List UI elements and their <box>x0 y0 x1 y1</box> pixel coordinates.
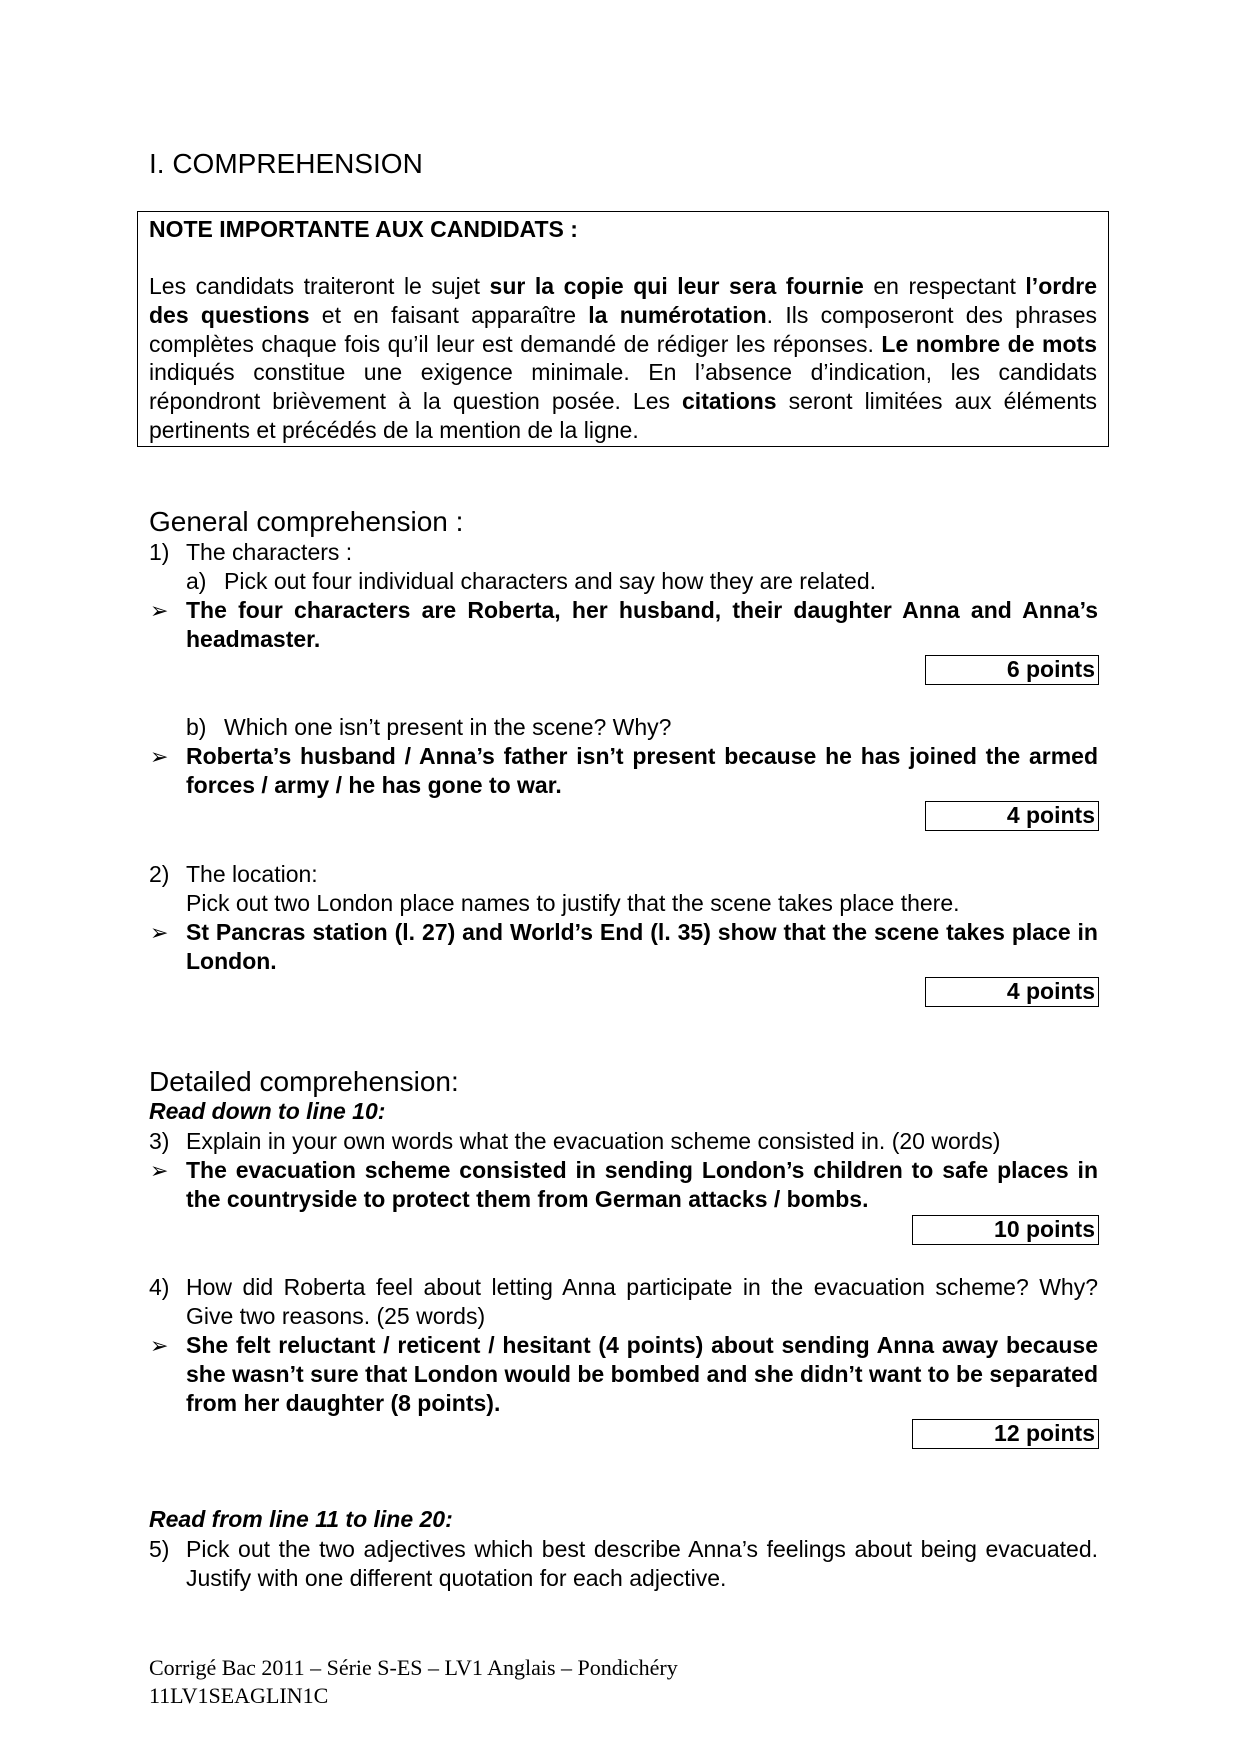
question-text: Pick out two London place names to justify that the scene takes place there. <box>186 890 960 916</box>
note-part: en respectant <box>863 273 1026 299</box>
section-detailed-heading: Detailed comprehension: <box>149 1066 459 1097</box>
question-text: How did Roberta feel about letting Anna participate in the evacuation scheme? Why? Give two reasons. (25 words) <box>186 1274 1098 1329</box>
subquestion-text: Pick out four individual characters and say how they are related. <box>224 568 877 594</box>
arrow-bullet-icon: ➢ <box>150 744 169 769</box>
question-text: The characters : <box>186 539 353 565</box>
question-number: 3) <box>149 1128 170 1154</box>
note-part: Les candidats traiteront le sujet <box>149 273 490 299</box>
arrow-bullet-icon: ➢ <box>150 1333 169 1358</box>
section-general-heading: General comprehension : <box>149 506 464 537</box>
question-number: 5) <box>149 1536 170 1562</box>
answer-text: St Pancras station (l. 27) and World’s End (l. 35) show that the scene takes place in London. <box>186 919 1098 974</box>
points-box: 10 points <box>912 1215 1099 1245</box>
subquestion-label: b) <box>186 714 207 740</box>
arrow-bullet-icon: ➢ <box>150 920 169 945</box>
question-number: 2) <box>149 861 170 887</box>
note-bold: l’ordre des questions <box>149 273 1097 328</box>
subquestion-text: Which one isn’t present in the scene? Why? <box>224 714 672 740</box>
points-box: 6 points <box>925 655 1099 685</box>
note-part: . Ils composeront des phrases complètes chaque fois qu’il leur est demandé de rédiger les réponses. <box>149 301 1097 357</box>
answer-text: Roberta’s husband / Anna’s father isn’t present because he has joined the armed forces / army / he has gone to war. <box>186 743 1098 798</box>
footer-line: Corrigé Bac 2011 – Série S-ES – LV1 Anglais – Pondichéry <box>149 1655 678 1680</box>
note-bold: sur la copie qui leur sera fournie <box>489 273 864 299</box>
footer-code: 11LV1SEAGLIN1C <box>149 1683 329 1708</box>
question-text: Explain in your own words what the evacuation scheme consisted in. (20 words) <box>186 1128 1001 1154</box>
arrow-bullet-icon: ➢ <box>150 1158 169 1183</box>
question-number: 1) <box>149 539 170 565</box>
note-text <box>149 272 1097 445</box>
subquestion-label: a) <box>186 568 207 594</box>
note-bold: la numérotation <box>588 301 767 328</box>
read-instruction: Read down to line 10: <box>149 1098 386 1124</box>
answer-text: The four characters are Roberta, her husband, their daughter Anna and Anna’s headmaster. <box>186 597 1098 652</box>
points-box: 4 points <box>925 977 1099 1007</box>
question-text: Pick out the two adjectives which best describe Anna’s feelings about being evacuated. Justify with one different quotation for each adjective. <box>186 1536 1098 1591</box>
note-bold: Le nombre de mots <box>881 330 1097 357</box>
note-bold: citations <box>682 388 777 415</box>
note-part: indiqués constitue une exigence minimale. En l’absence d’indication, les candidats répondront brièvement à la question posée. Les <box>149 359 1097 415</box>
answer-text: She felt reluctant / reticent / hesitant (4 points) about sending Anna away because she wasn’t sure that London would be bombed and she didn’t want to be separated from her daughter (8 points). <box>186 1332 1098 1416</box>
page-title: I. COMPREHENSION <box>149 148 423 179</box>
read-instruction: Read from line 11 to line 20: <box>149 1506 453 1532</box>
arrow-bullet-icon: ➢ <box>150 598 169 623</box>
question-number: 4) <box>149 1274 170 1300</box>
note-heading: NOTE IMPORTANTE AUX CANDIDATS : <box>149 216 578 242</box>
note-part: et en faisant apparaître <box>309 301 589 328</box>
note-part: seront limitées aux éléments pertinents et précédés de la mention de la ligne. <box>149 388 1097 443</box>
points-box: 4 points <box>925 801 1099 831</box>
question-text: The location: <box>186 861 318 887</box>
answer-text: The evacuation scheme consisted in sending London’s children to safe places in the countryside to protect them from German attacks / bombs. <box>186 1157 1098 1212</box>
points-box: 12 points <box>912 1419 1099 1449</box>
